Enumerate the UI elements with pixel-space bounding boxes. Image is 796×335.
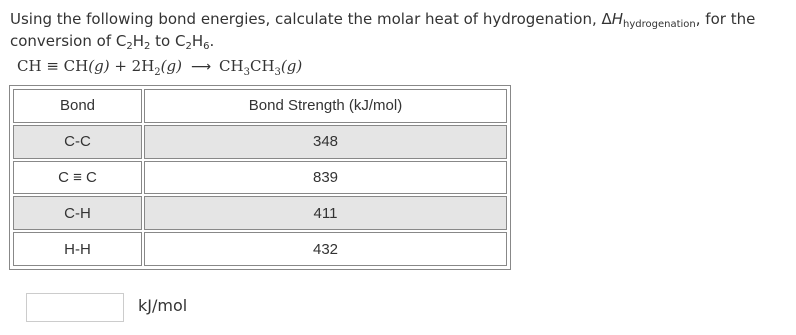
table-row: [13, 232, 507, 266]
table-row: [13, 161, 507, 195]
reactant-hydrogen: + 2H: [109, 57, 155, 75]
strength-cell: 411: [144, 196, 507, 230]
reaction-arrow-icon: ⟶: [190, 59, 212, 75]
header-bond: Bond: [13, 89, 142, 123]
bond-cell: H-H: [13, 232, 142, 266]
answer-input[interactable]: [26, 293, 124, 322]
product-h: H: [191, 32, 204, 50]
bond-energy-table: [11, 87, 509, 268]
table-row: [13, 125, 507, 159]
reactant-h-subscript: 2: [144, 41, 151, 52]
question-period: .: [209, 32, 215, 50]
strength-cell: 348: [144, 125, 507, 159]
product-subscript-1: 3: [243, 67, 250, 78]
question-intro: Using the following bond energies, calculate the molar heat of hydrogenation,: [10, 10, 602, 28]
bond-energy-table-frame: [9, 85, 511, 270]
product-h-subscript: 6: [203, 41, 210, 52]
product-subscript-2: 3: [274, 67, 281, 78]
question-middle: , for the conversion of C: [10, 10, 756, 50]
bond-cell: C-C: [13, 125, 142, 159]
bond-cell: C-H: [13, 196, 142, 230]
header-bond-strength: Bond Strength (kJ/mol): [144, 89, 507, 123]
table-row: [13, 196, 507, 230]
answer-unit-label: kJ/mol: [138, 296, 188, 315]
enthalpy-symbol: H: [611, 10, 624, 28]
hydrogenation-subscript: hydrogenation: [623, 19, 696, 30]
delta-h-symbol: [601, 10, 695, 28]
reactant-acetylene: CH ≡ CH: [17, 57, 89, 75]
reaction-equation: [17, 57, 303, 78]
table-header-row: [13, 89, 507, 123]
strength-cell: 839: [144, 161, 507, 195]
delta-symbol: Δ: [601, 10, 612, 28]
reactant2-state: (g): [160, 57, 182, 75]
reactant-c-subscript: 2: [126, 41, 133, 52]
strength-cell: 432: [144, 232, 507, 266]
hydrogen-subscript: 2: [154, 67, 161, 78]
product-state: (g): [280, 57, 303, 75]
question-text: [10, 8, 790, 52]
question-to: to C: [150, 32, 186, 50]
bond-cell: C ≡ C: [13, 161, 142, 195]
product-part-b: CH: [249, 57, 275, 75]
product-c-subscript: 2: [185, 41, 192, 52]
reactant1-state: (g): [88, 57, 110, 75]
reactant-h: H: [132, 32, 144, 50]
product-part-a: CH: [219, 57, 244, 75]
